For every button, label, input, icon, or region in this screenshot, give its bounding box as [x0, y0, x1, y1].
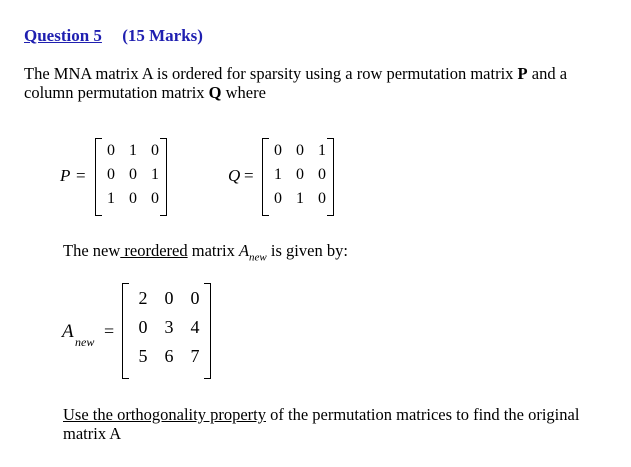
matrix-p-cell: 1: [129, 142, 137, 159]
matrix-q-eq: =: [244, 166, 254, 185]
matrix-q-cell: 0: [318, 166, 326, 183]
instruction-rest: of the permutation matrices to find the original matrix A: [63, 405, 580, 443]
matrix-q: [228, 138, 358, 216]
intro-q: Q: [208, 83, 222, 102]
matrix-q-rows: [267, 142, 333, 214]
matrix-p-rows: [100, 142, 166, 214]
intro-text-3: where: [221, 83, 266, 102]
matrix-p-cell: 1: [151, 166, 159, 183]
matrix-anew-cell: 7: [190, 346, 200, 366]
matrix-anew-cell: 0: [138, 317, 148, 337]
intro-text-1: The MNA matrix A is ordered for sparsity using a row permutation matrix: [24, 64, 518, 83]
matrix-p-eq: =: [76, 166, 86, 185]
matrix-anew-cell: 4: [190, 317, 200, 337]
question-number: Question 5: [24, 26, 102, 45]
intro-p: P: [517, 64, 528, 83]
reordered-statement: [63, 241, 348, 263]
matrix-anew-eq: =: [104, 321, 115, 341]
matrix-anew-cell: 2: [138, 288, 148, 308]
matrix-q-cell: 0: [274, 190, 282, 207]
matrix-anew-cell: 0: [190, 288, 200, 308]
matrix-q-cell: 0: [318, 190, 326, 207]
intro-paragraph: [24, 64, 614, 102]
new-text-underlined: reordered: [120, 241, 188, 260]
matrix-anew-left-bracket: [122, 283, 129, 379]
question-marks: (15 Marks): [122, 26, 203, 45]
matrix-p-cell: 0: [107, 142, 115, 159]
matrix-p-cell: 0: [107, 166, 115, 183]
matrix-p: [60, 138, 190, 216]
matrix-p-cell: 1: [107, 190, 115, 207]
a-symbol: A: [238, 241, 250, 260]
new-text-3: is given by:: [266, 241, 348, 260]
new-text-2: matrix: [187, 241, 239, 260]
matrix-anew-cell: 3: [164, 317, 174, 337]
a-subscript: new: [249, 251, 267, 264]
matrix-q-cell: 1: [274, 166, 282, 183]
instruction-paragraph: [63, 405, 623, 443]
matrix-p-cell: 0: [151, 142, 159, 159]
matrix-q-label: Q: [228, 166, 241, 185]
instruction-underlined: Use the orthogonality property: [63, 405, 266, 424]
intro-text-2: and a column permutation matrix: [24, 64, 568, 102]
matrix-q-cell: 0: [274, 142, 282, 159]
matrix-q-cell: 1: [318, 142, 326, 159]
matrix-anew-cell: 0: [164, 288, 174, 308]
matrix-anew: [62, 283, 232, 379]
matrix-q-cell: 0: [296, 166, 304, 183]
question-heading: [24, 26, 203, 46]
matrix-anew-rows: [130, 288, 208, 375]
matrix-anew-sub: new: [75, 335, 95, 349]
matrix-anew-label: A: [62, 321, 74, 342]
matrix-q-cell: 1: [296, 190, 304, 207]
new-text-1: The new: [63, 241, 121, 260]
matrix-q-cell: 0: [296, 142, 304, 159]
matrix-p-label: P: [60, 166, 71, 185]
matrix-p-cell: 0: [129, 166, 137, 183]
matrix-anew-cell: 5: [138, 346, 148, 366]
matrix-p-cell: 0: [129, 190, 137, 207]
matrix-p-cell: 0: [151, 190, 159, 207]
matrix-anew-cell: 6: [164, 346, 174, 366]
